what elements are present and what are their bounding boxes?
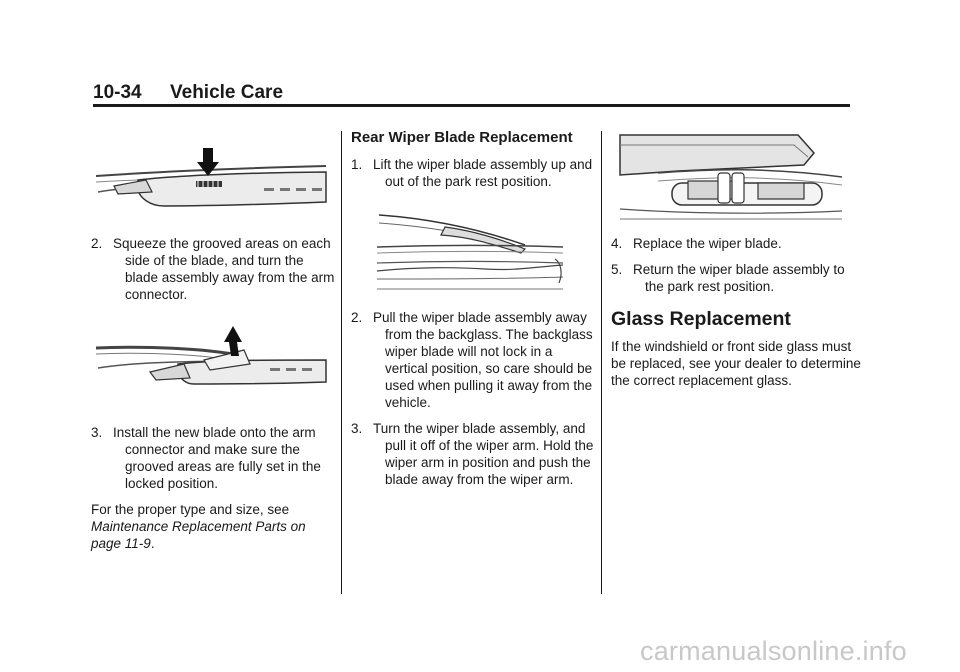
rear-wiper-lift-illustration	[375, 205, 567, 297]
step-text: Install the new blade onto the arm connector and make sure the grooved areas are fully set in the locked position.	[113, 425, 321, 491]
parts-page-link[interactable]: Maintenance Replacement Parts on page 11-9	[91, 519, 306, 551]
step-5-return	[611, 261, 861, 295]
section-heading-glass: Glass Replacement	[611, 308, 791, 330]
step-text: Replace the wiper blade.	[633, 236, 782, 251]
column-1-top	[91, 235, 337, 312]
step-3-install	[91, 424, 337, 492]
wiper-blade-removal-illustration	[94, 326, 328, 394]
header-rule	[93, 104, 850, 107]
column-2-top	[351, 129, 595, 199]
watermark: carmanualsonline.info	[640, 636, 907, 666]
column-2-bottom	[351, 309, 595, 497]
step-number: 2.	[351, 310, 363, 325]
column-1-bottom	[91, 424, 337, 552]
parts-reference-note	[91, 501, 337, 552]
column-3	[611, 235, 861, 389]
step-number: 3.	[351, 421, 363, 436]
step-number: 1.	[351, 157, 363, 172]
note-prefix: For the proper type and size, see	[91, 502, 290, 517]
step-text: Pull the wiper blade assembly away from the backglass. The backglass wiper blade will not lock in a vertical position, so care should be used when pulling it away from the vehicle.	[373, 310, 593, 410]
section-heading-rear-wiper: Rear Wiper Blade Replacement	[351, 129, 573, 146]
column-divider-left	[341, 131, 342, 594]
step-4-replace	[611, 235, 861, 252]
step-text: Squeeze the grooved areas on each side of the blade, and turn the blade assembly away from the arm connector.	[113, 236, 335, 302]
note-suffix: .	[150, 536, 155, 551]
column-divider-right	[601, 131, 602, 594]
step-2-pull	[351, 309, 595, 411]
step-text: Return the wiper blade assembly to the park rest position.	[633, 262, 845, 294]
chapter-title: Vehicle Care	[170, 82, 284, 103]
step-2-squeeze	[91, 235, 337, 303]
step-text: Turn the wiper blade assembly, and pull it off of the wiper arm. Hold the wiper arm in position and push the blade away from the wiper arm.	[373, 421, 594, 487]
glass-replacement-paragraph: If the windshield or front side glass must be replaced, see your dealer to determine the correct replacement glass.	[611, 339, 861, 388]
step-1-lift	[351, 156, 595, 190]
step-number: 2.	[91, 236, 103, 251]
rear-wiper-arm-connector-illustration	[618, 131, 846, 223]
step-text: Lift the wiper blade assembly up and out of the park rest position.	[373, 157, 593, 189]
step-number: 3.	[91, 425, 103, 440]
wiper-blade-release-tab-illustration	[94, 146, 328, 214]
step-number: 5.	[611, 262, 623, 277]
step-3-turn	[351, 420, 595, 488]
page-number: 10-34	[93, 82, 142, 103]
step-number: 4.	[611, 236, 623, 251]
page-header	[93, 82, 850, 104]
